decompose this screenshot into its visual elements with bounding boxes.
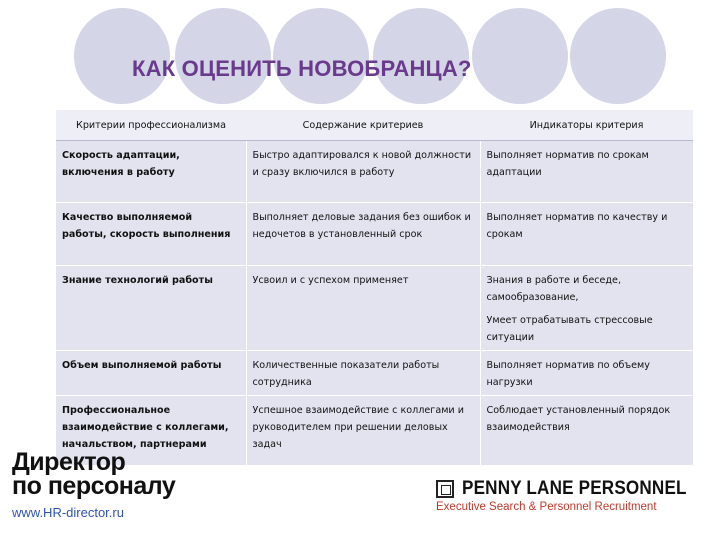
penny-lane-name: PENNY LANE PERSONNEL — [462, 478, 687, 499]
indicator-text: Выполняет норматив по качеству и срокам — [486, 212, 668, 240]
indicator-text: Выполняет норматив по срокам адаптации — [486, 150, 649, 178]
indicator-cell — [480, 203, 693, 266]
logo-line-2: по персоналу — [12, 472, 176, 500]
criterion-cell: Профессиональное взаимодействие с коллегами, начальством, партнерами — [56, 396, 246, 466]
penny-lane-tagline: Executive Search & Personnel Recruitment — [436, 501, 657, 513]
content-cell: Усвоил и с успехом применяет — [246, 266, 480, 351]
content-cell: Выполняет деловые задания без ошибок и недочетов в установленный срок — [246, 203, 480, 266]
content-cell: Количественные показатели работы сотрудника — [246, 351, 480, 396]
logo-line-1: Директор — [12, 448, 126, 476]
criterion-cell: Объем выполняемой работы — [56, 351, 246, 396]
column-header-indicators: Индикаторы критерия — [480, 110, 693, 141]
content-cell: Успешное взаимодействие с коллегами и руководителем при решении деловых задач — [246, 396, 480, 466]
indicator-cell — [480, 351, 693, 396]
website-link[interactable]: www.HR-director.ru — [12, 505, 124, 520]
table-header-row — [56, 110, 693, 141]
indicator-cell — [480, 266, 693, 351]
penny-lane-emblem-icon — [436, 480, 454, 498]
table-row — [56, 351, 693, 396]
table-row — [56, 266, 693, 351]
criterion-cell: Скорость адаптации, включения в работу — [56, 141, 246, 203]
criterion-cell: Знание технологий работы — [56, 266, 246, 351]
indicator-cell — [480, 141, 693, 203]
decorative-circles — [0, 0, 720, 110]
indicator-text: Знания в работе и беседе, самообразование, — [486, 275, 621, 303]
decor-circle — [570, 8, 666, 104]
decor-circle — [472, 8, 568, 104]
hr-director-logo — [12, 450, 175, 498]
column-header-content: Содержание критериев — [246, 110, 480, 141]
page-title: КАК ОЦЕНИТЬ НОВОБРАНЦА? — [132, 56, 472, 81]
indicator-text: Соблюдает установленный порядок взаимодействия — [486, 405, 671, 433]
column-header-criteria: Критерии профессионализма — [56, 110, 246, 141]
table-row — [56, 203, 693, 266]
table-row — [56, 141, 693, 203]
criterion-cell: Качество выполняемой работы, скорость выполнения — [56, 203, 246, 266]
criteria-table — [56, 110, 693, 466]
indicator-text-extra: Умеет отрабатывать стрессовые ситуации — [486, 315, 653, 343]
indicator-text: Выполняет норматив по объему нагрузки — [486, 360, 650, 388]
content-cell: Быстро адаптировался к новой должности и сразу включился в работу — [246, 141, 480, 203]
criteria-table-container — [56, 110, 693, 466]
indicator-cell — [480, 396, 693, 466]
